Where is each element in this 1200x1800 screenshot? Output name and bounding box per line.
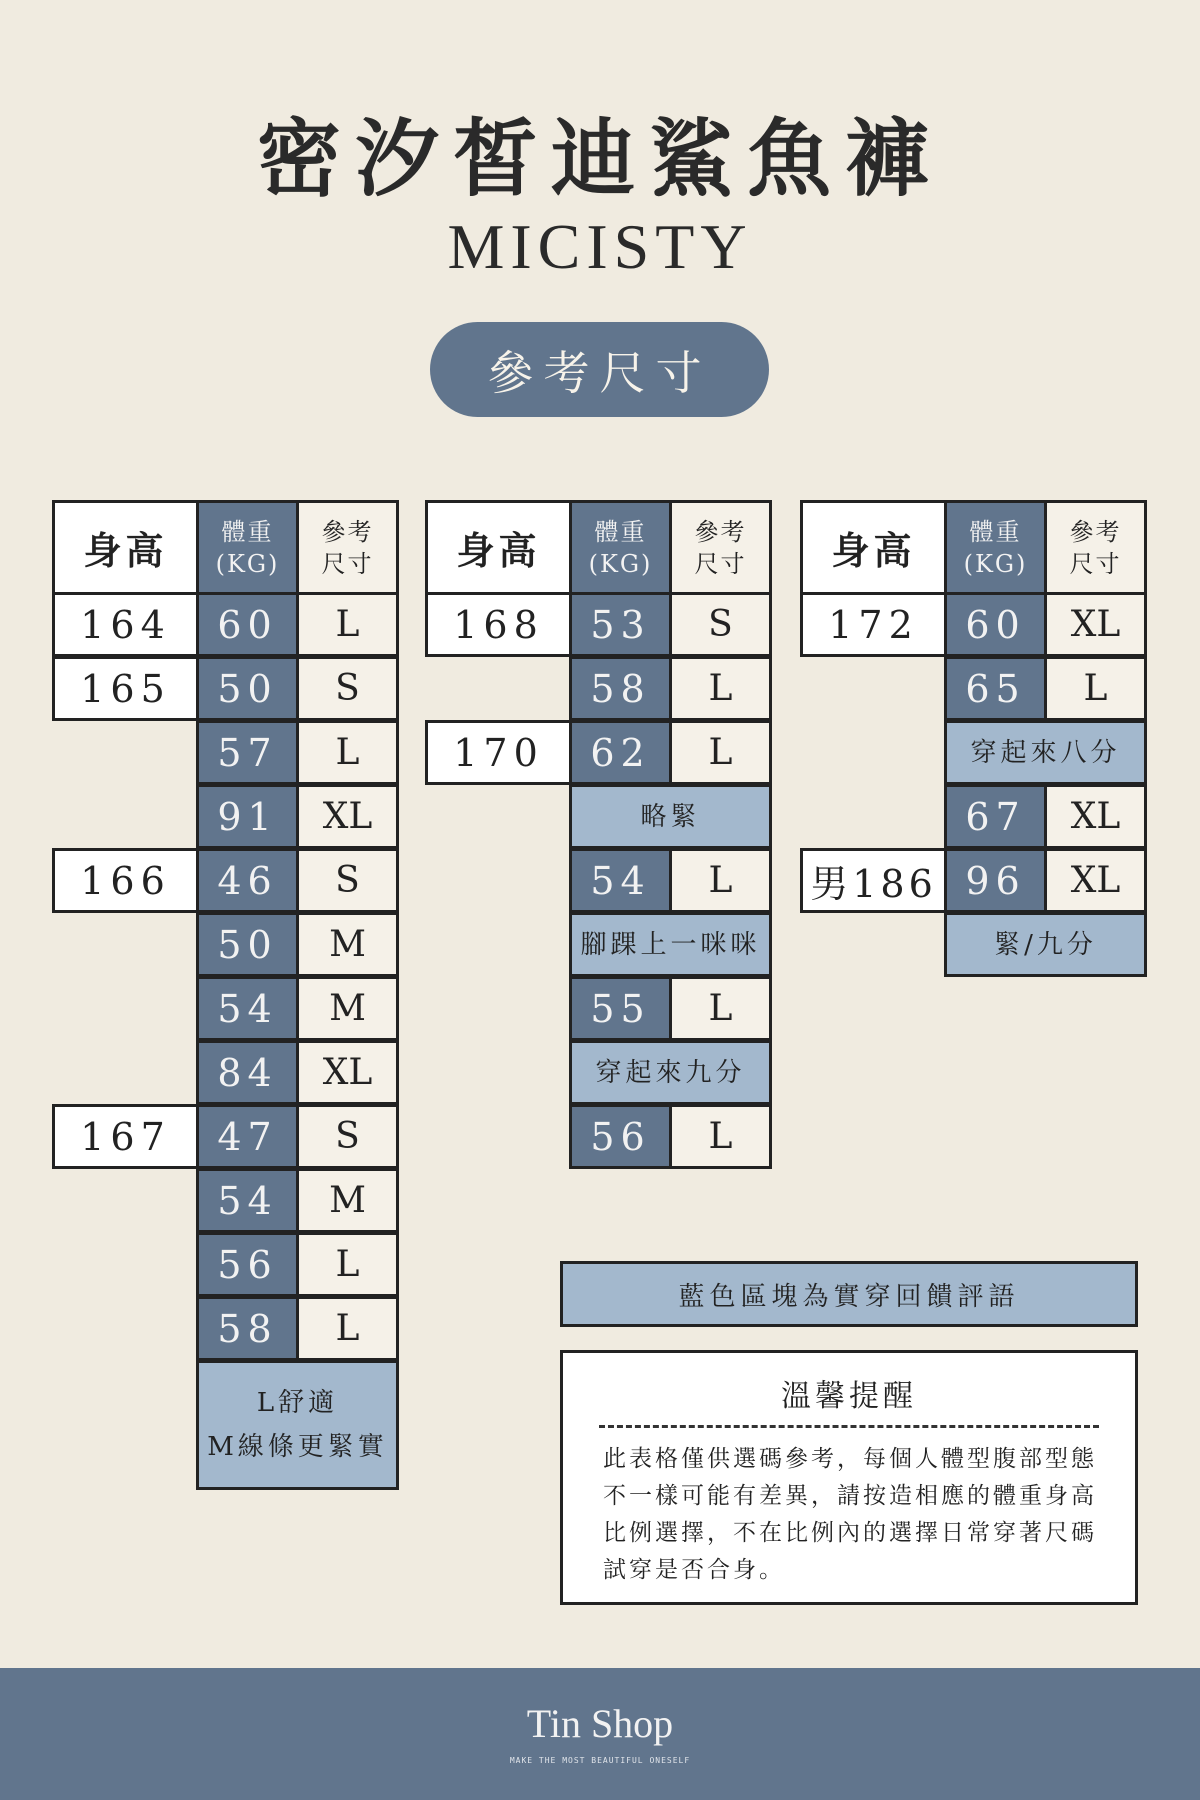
header-size: 參考 尺寸 xyxy=(296,500,399,595)
height-cell: 164 xyxy=(52,592,199,657)
header-size: 參考 尺寸 xyxy=(669,500,772,595)
weight-cell: 57 xyxy=(196,720,299,785)
weight-cell: 96 xyxy=(944,848,1047,913)
weight-cell: 58 xyxy=(569,656,672,721)
feedback-note: 穿起來八分 xyxy=(944,720,1147,785)
section-badge: 參考尺寸 xyxy=(430,322,769,417)
weight-cell: 50 xyxy=(196,656,299,721)
weight-cell: 60 xyxy=(944,592,1047,657)
footer-bar xyxy=(0,1668,1200,1800)
feedback-note: 略緊 xyxy=(569,784,772,849)
size-cell: L xyxy=(296,720,399,785)
header-weight: 體重 (KG) xyxy=(196,500,299,595)
height-cell: 172 xyxy=(800,592,947,657)
weight-cell: 84 xyxy=(196,1040,299,1105)
size-cell: M xyxy=(296,1168,399,1233)
size-cell: XL xyxy=(1044,848,1147,913)
height-cell: 168 xyxy=(425,592,572,657)
size-cell: L xyxy=(296,1232,399,1297)
height-cell: 166 xyxy=(52,848,199,913)
size-cell: XL xyxy=(296,1040,399,1105)
brand-subtitle: MICISTY xyxy=(447,211,753,282)
feedback-note: 穿起來九分 xyxy=(569,1040,772,1105)
weight-cell: 55 xyxy=(569,976,672,1041)
height-cell: 男186 xyxy=(800,848,947,913)
header-height: 身高 xyxy=(800,500,947,595)
size-cell: S xyxy=(296,848,399,913)
size-cell: L xyxy=(669,656,772,721)
size-cell: L xyxy=(1044,656,1147,721)
size-cell: M xyxy=(296,976,399,1041)
weight-cell: 46 xyxy=(196,848,299,913)
weight-cell: 91 xyxy=(196,784,299,849)
weight-cell: 54 xyxy=(196,1168,299,1233)
weight-cell: 65 xyxy=(944,656,1047,721)
size-cell: L xyxy=(296,592,399,657)
weight-cell: 47 xyxy=(196,1104,299,1169)
header-height: 身高 xyxy=(52,500,199,595)
weight-cell: 54 xyxy=(569,848,672,913)
size-cell: L xyxy=(669,720,772,785)
weight-cell: 60 xyxy=(196,592,299,657)
size-cell: XL xyxy=(296,784,399,849)
dashed-divider xyxy=(599,1425,1099,1428)
header-size: 參考 尺寸 xyxy=(1044,500,1147,595)
header-weight: 體重 (KG) xyxy=(569,500,672,595)
size-cell: XL xyxy=(1044,784,1147,849)
height-cell: 165 xyxy=(52,656,199,721)
header-weight: 體重 (KG) xyxy=(944,500,1047,595)
weight-cell: 62 xyxy=(569,720,672,785)
weight-cell: 56 xyxy=(196,1232,299,1297)
reminder-title: 溫馨提醒 xyxy=(781,1379,917,1414)
legend-note: 藍色區塊為實穿回饋評語 xyxy=(560,1261,1138,1327)
size-cell: L xyxy=(669,848,772,913)
height-cell: 167 xyxy=(52,1104,199,1169)
weight-cell: 67 xyxy=(944,784,1047,849)
weight-cell: 50 xyxy=(196,912,299,977)
size-cell: S xyxy=(669,592,772,657)
feedback-note: L舒適 M線條更緊實 xyxy=(196,1360,399,1490)
page-title: 密汐皙迪鯊魚褲 xyxy=(256,109,943,208)
weight-cell: 56 xyxy=(569,1104,672,1169)
reminder-text: 此表格僅供選碼參考，每個人體型腹部型態 不一樣可能有差異，請按造相應的體重身高 比例選擇，不在比例內的選擇日常穿著尺碼 試穿是否合身。 xyxy=(603,1446,1097,1583)
size-cell: S xyxy=(296,656,399,721)
feedback-note: 緊/九分 xyxy=(944,912,1147,977)
header-height: 身高 xyxy=(425,500,572,595)
weight-cell: 54 xyxy=(196,976,299,1041)
size-cell: L xyxy=(669,976,772,1041)
feedback-note: 腳踝上一咪咪 xyxy=(569,912,772,977)
weight-cell: 58 xyxy=(196,1296,299,1361)
size-cell: L xyxy=(669,1104,772,1169)
height-cell: 170 xyxy=(425,720,572,785)
weight-cell: 53 xyxy=(569,592,672,657)
size-cell: M xyxy=(296,912,399,977)
reminder-box xyxy=(560,1350,1138,1605)
size-cell: S xyxy=(296,1104,399,1169)
size-cell: L xyxy=(296,1296,399,1361)
size-cell: XL xyxy=(1044,592,1147,657)
footer-tagline: MAKE THE MOST BEAUTIFUL ONESELF xyxy=(509,1756,691,1765)
footer-logo: Tin Shop xyxy=(526,1701,674,1746)
